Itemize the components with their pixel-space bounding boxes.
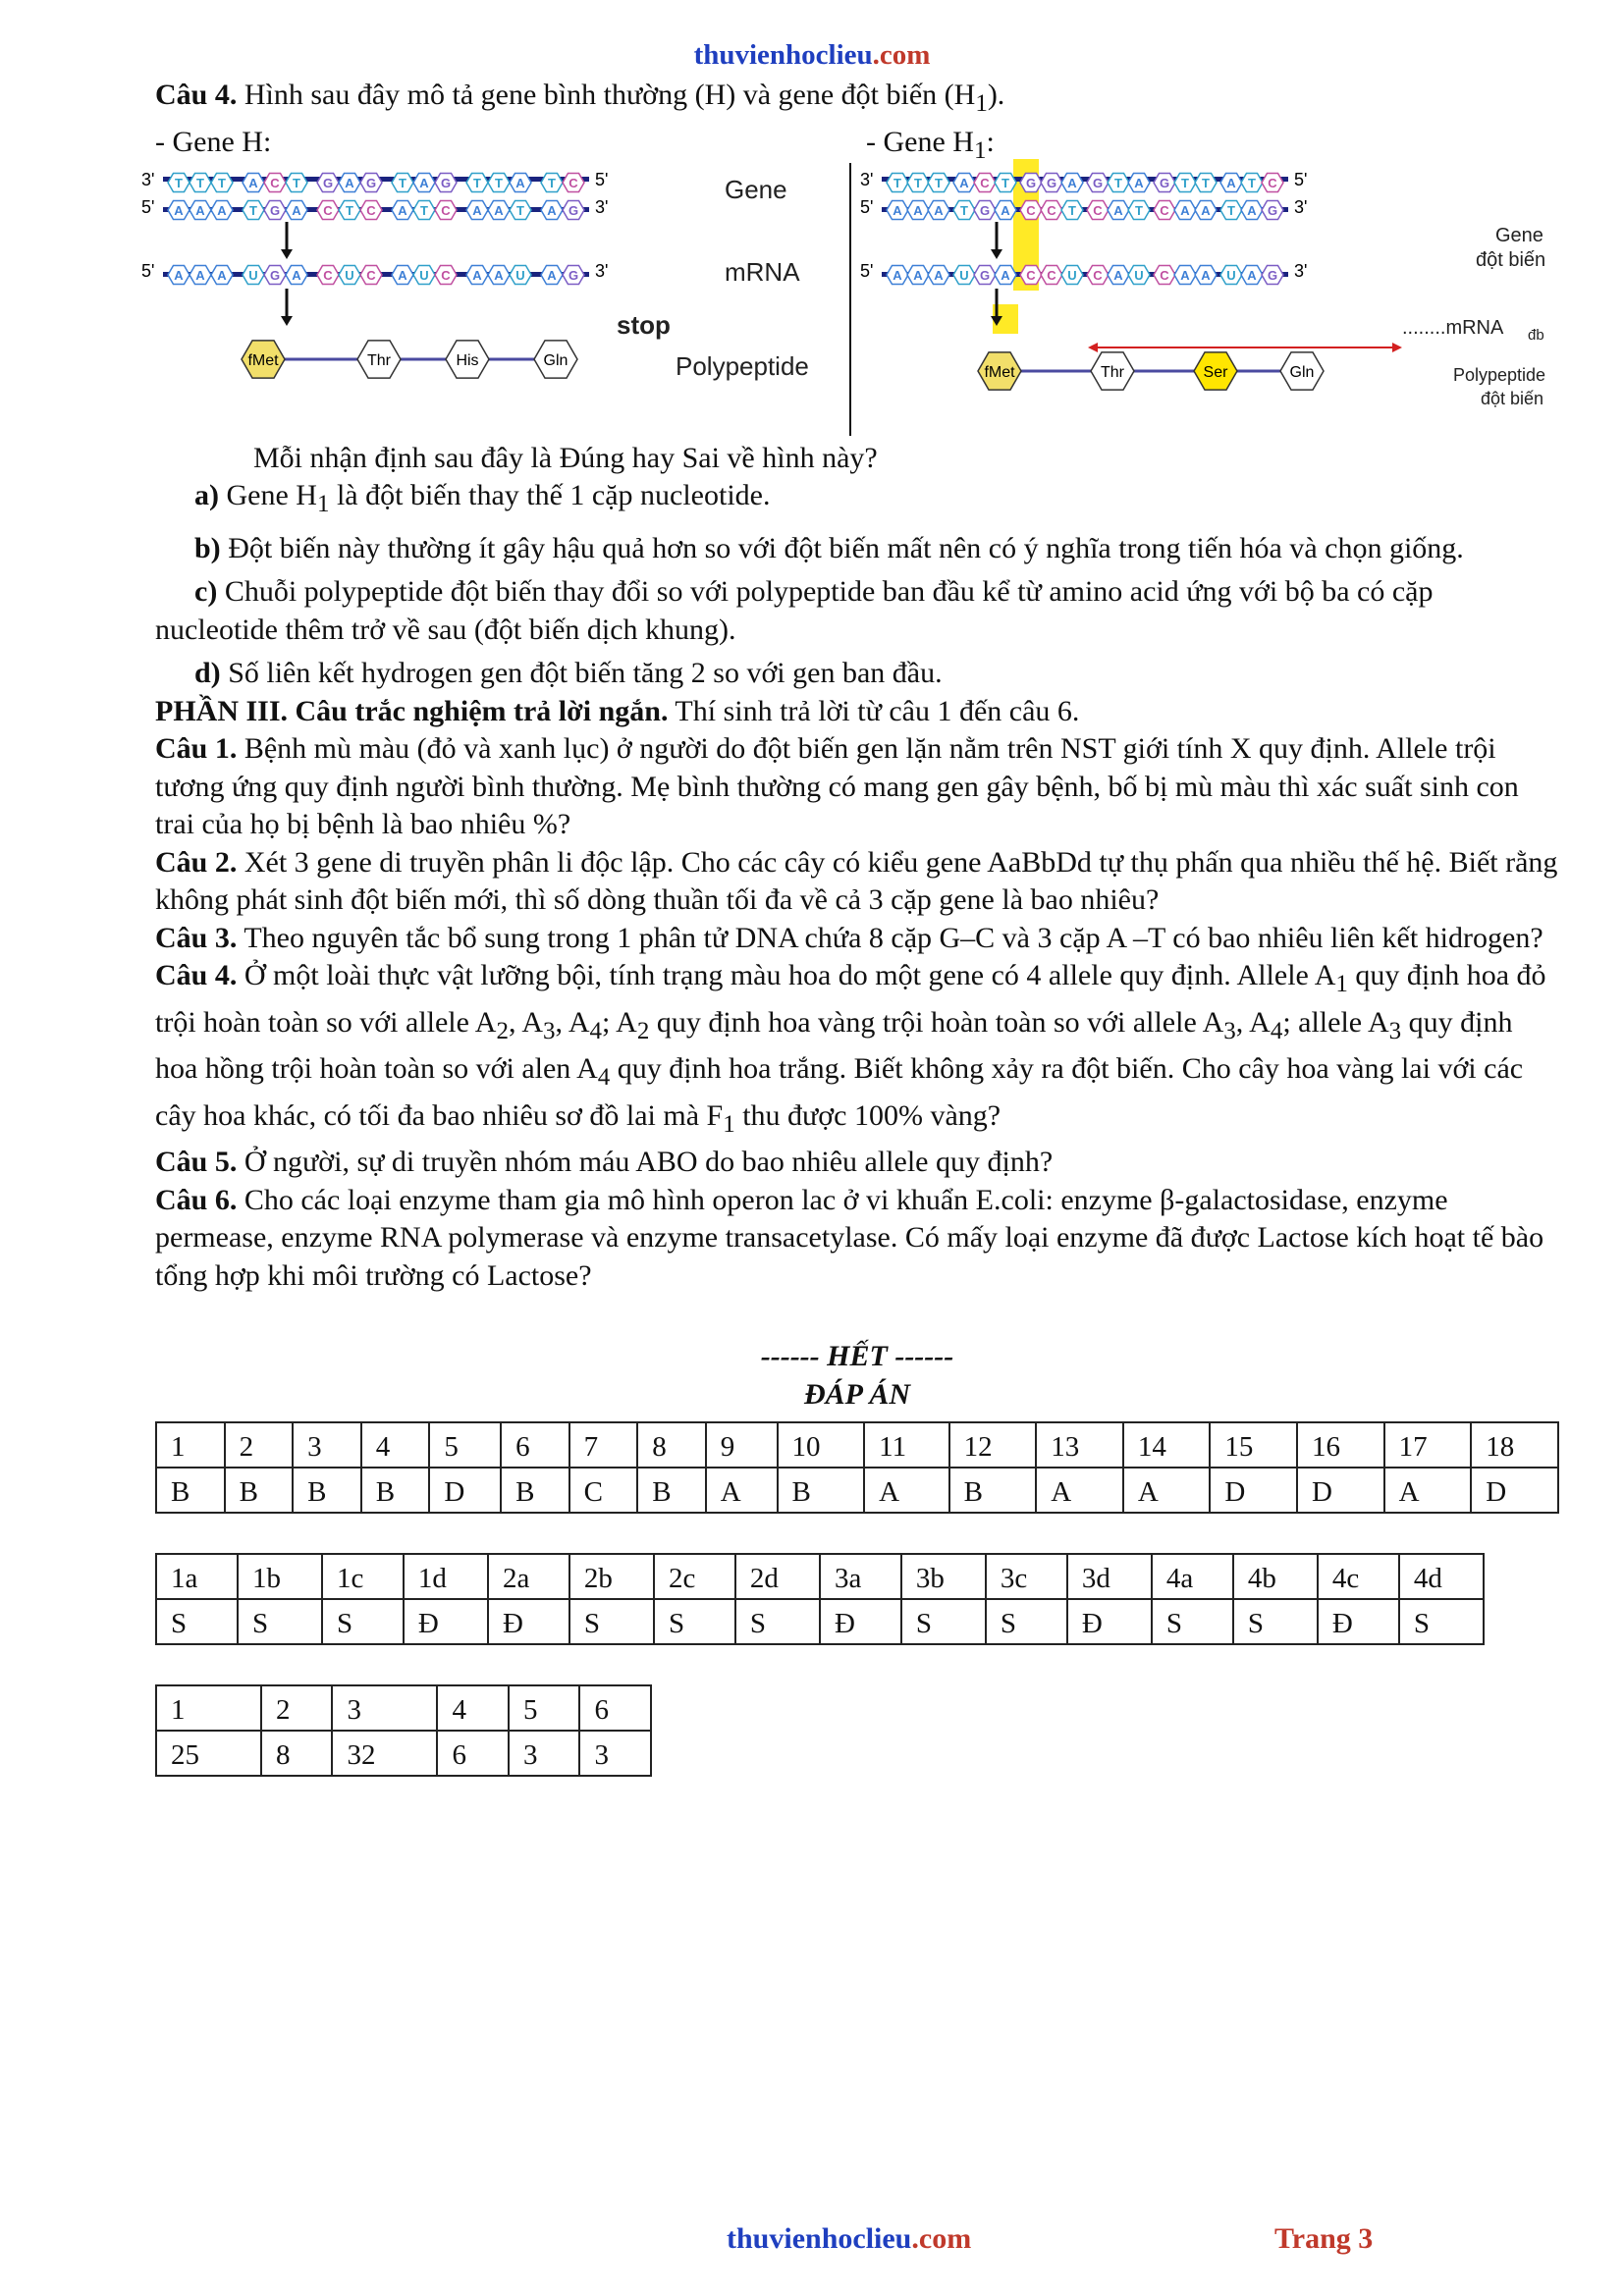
strand-end-label: 5': [1294, 169, 1308, 189]
question-number-cell: 1d: [404, 1554, 488, 1599]
nucleotide-base: A: [292, 267, 301, 283]
nucleotide-base: A: [913, 267, 923, 283]
answer-cell: B: [293, 1468, 361, 1513]
nucleotide-base: T: [1248, 175, 1256, 190]
nucleotide-base: T: [1001, 175, 1009, 190]
nucleotide-base: U: [1067, 267, 1077, 283]
question-number-cell: 18: [1471, 1422, 1558, 1468]
nucleotide-base: A: [934, 267, 944, 283]
nucleotide-base: U: [959, 267, 969, 283]
nucleotide-base: G: [1025, 175, 1037, 190]
answer-cell: S: [1399, 1599, 1484, 1644]
answer-cell: A: [864, 1468, 949, 1513]
nucleotide-base: A: [174, 202, 184, 218]
strand-end-label: 5': [141, 260, 155, 281]
answer-cell: B: [778, 1468, 865, 1513]
table-header-row: [156, 1422, 1558, 1468]
answer-cell: Đ: [1318, 1599, 1399, 1644]
question-number-cell: 3b: [901, 1554, 986, 1599]
table-row: [156, 1599, 1484, 1644]
nucleotide-base: A: [1226, 175, 1236, 190]
arrow-head: [281, 316, 293, 326]
answer-cell: Đ: [404, 1599, 488, 1644]
table-row: [156, 1468, 1558, 1513]
amino-acid-label: fMet: [247, 351, 279, 369]
nucleotide-base: T: [893, 175, 901, 190]
question-number-cell: 14: [1123, 1422, 1211, 1468]
question-number-cell: 1a: [156, 1554, 238, 1599]
nucleotide-base: A: [1180, 267, 1190, 283]
strand-end-label: 3': [595, 196, 609, 217]
strand-end-label: 3': [595, 260, 609, 281]
nucleotide-base: C: [270, 175, 280, 190]
site-tld: .com: [872, 39, 931, 71]
nucleotide-base: G: [979, 267, 991, 283]
answer-cell: B: [361, 1468, 430, 1513]
question-number-cell: 3a: [820, 1554, 901, 1599]
amino-acid-label: fMet: [984, 363, 1015, 381]
part3-heading: PHẦN III. Câu trắc nghiệm trả lời ngắn. Thí sinh trả lời từ câu 1 đến câu 6.: [155, 694, 1080, 727]
answer-cell: B: [156, 1468, 225, 1513]
nucleotide-base: A: [1113, 267, 1123, 283]
nucleotide-base: A: [398, 267, 407, 283]
nucleotide-base: T: [196, 175, 204, 190]
nucleotide-base: A: [494, 202, 504, 218]
answer-cell: S: [654, 1599, 735, 1644]
nucleotide-base: G: [322, 175, 334, 190]
answer-cell: 3: [579, 1731, 651, 1776]
nucleotide-base: A: [248, 175, 258, 190]
nucleotide-base: C: [323, 202, 333, 218]
question-number-cell: 1: [156, 1685, 261, 1731]
amino-acid-label: Ser: [1203, 363, 1228, 381]
amino-acid-label: Thr: [367, 351, 391, 369]
nucleotide-base: A: [217, 202, 227, 218]
nucleotide-base: G: [1092, 175, 1104, 190]
question-number-cell: 4: [361, 1422, 430, 1468]
question-number-cell: 9: [706, 1422, 778, 1468]
table-header-row: [156, 1685, 651, 1731]
nucleotide-base: T: [935, 175, 943, 190]
nucleotide-base: A: [1134, 175, 1144, 190]
nucleotide-base: G: [1159, 175, 1170, 190]
gene-h1-label: - Gene $H_1$:: [866, 125, 995, 164]
nucleotide-base: U: [248, 267, 258, 283]
mutant-polypeptide-label: đột biến: [1481, 388, 1544, 408]
nucleotide-base: A: [1201, 267, 1211, 283]
nucleotide-base: T: [495, 175, 503, 190]
p3-question-3: Câu 3. Theo nguyên tắc bổ sung trong 1 phân tử DNA chứa 8 cặp G–C và 3 cặp A –T có bao nhiêu liên kết hidrogen?: [155, 921, 1543, 954]
nucleotide-base: C: [441, 202, 451, 218]
stop-label: stop: [617, 309, 671, 340]
nucleotide-base: A: [1180, 202, 1190, 218]
nucleotide-base: C: [441, 267, 451, 283]
q4-statement-d: d) Số liên kết hydrogen gen đột biến tăng 2 so với gen ban đầu.: [194, 657, 943, 689]
q4-heading: Câu 4. Hình sau đây mô tả gene bình thường (H) và gene đột biến $(H_1)$.: [155, 79, 1005, 117]
nucleotide-base: A: [547, 267, 557, 283]
nucleotide-base: T: [218, 175, 226, 190]
nucleotide-base: T: [960, 202, 968, 218]
answer-cell: S: [569, 1599, 654, 1644]
nucleotide-base: A: [174, 267, 184, 283]
page-content: [141, 77, 1559, 1777]
amino-acid-label: Thr: [1101, 363, 1124, 381]
question-number-cell: 5: [429, 1422, 501, 1468]
nucleotide-base: G: [269, 202, 281, 218]
table-header-row: [156, 1554, 1484, 1599]
nucleotide-base: C: [323, 267, 333, 283]
site-name: thuvienhoclieu: [693, 39, 873, 71]
p3-question-1: Câu 1. Bệnh mù màu (đỏ và xanh lục) ở người do đột biến gen lặn nằm trên NST giới tính X quy định. Allele trội tương ứng quy định người bình thường. Mẹ bình thường có mang gen gây bệnh, bố bị mù màu thì xác suất sinh con trai của họ bị bệnh là bao nhiêu %?: [155, 732, 1519, 840]
nucleotide-base: A: [1001, 202, 1010, 218]
question-number-cell: 7: [569, 1422, 638, 1468]
nucleotide-base: T: [420, 202, 428, 218]
question-number-cell: 3c: [986, 1554, 1067, 1599]
answer-cell: S: [735, 1599, 820, 1644]
nucleotide-base: A: [893, 267, 902, 283]
question-number-cell: 8: [637, 1422, 706, 1468]
question-number-cell: 15: [1210, 1422, 1297, 1468]
answer-cell: D: [1297, 1468, 1384, 1513]
mutant-mrna-sub: đb: [1528, 326, 1544, 344]
nucleotide-base: U: [515, 267, 525, 283]
question-number-cell: 10: [778, 1422, 865, 1468]
answer-cell: S: [901, 1599, 986, 1644]
question-number-cell: 13: [1036, 1422, 1123, 1468]
answer-cell: D: [1210, 1468, 1297, 1513]
nucleotide-base: G: [440, 175, 452, 190]
mutant-gene-label: Gene: [1495, 224, 1543, 246]
nucleotide-base: A: [1201, 202, 1211, 218]
nucleotide-base: C: [1160, 202, 1169, 218]
header-site[interactable]: [0, 39, 1624, 72]
question-number-cell: 4b: [1233, 1554, 1318, 1599]
end-marker: ------ HẾT ------: [760, 1340, 954, 1372]
question-number-cell: 2c: [654, 1554, 735, 1599]
nucleotide-base: C: [1026, 267, 1036, 283]
nucleotide-base: A: [195, 202, 205, 218]
answer-cell: S: [986, 1599, 1067, 1644]
answer-key-title: ĐÁP ÁN: [803, 1377, 911, 1411]
nucleotide-base: C: [1093, 202, 1103, 218]
answer-cell: A: [1036, 1468, 1123, 1513]
gene-mutation-figure: [141, 124, 1559, 440]
nucleotide-base: T: [914, 175, 922, 190]
polypeptide-label: Polypeptide: [676, 350, 809, 381]
nucleotide-base: T: [1202, 175, 1210, 190]
question-number-cell: 5: [509, 1685, 580, 1731]
nucleotide-base: C: [1047, 267, 1056, 283]
arrow-head: [991, 249, 1002, 259]
answer-table-part1: [155, 1421, 1559, 1514]
question-number-cell: 6: [501, 1422, 569, 1468]
mutant-gene-label: đột biến: [1476, 248, 1546, 271]
nucleotide-base: A: [1247, 202, 1257, 218]
nucleotide-base: T: [1181, 175, 1189, 190]
question-number-cell: 4: [437, 1685, 509, 1731]
answer-cell: 25: [156, 1731, 261, 1776]
amino-acid-label: His: [456, 351, 479, 369]
nucleotide-base: T: [516, 202, 524, 218]
nucleotide-base: A: [494, 267, 504, 283]
answer-cell: S: [1233, 1599, 1318, 1644]
nucleotide-base: C: [1160, 267, 1169, 283]
answer-cell: Đ: [1067, 1599, 1152, 1644]
question-number-cell: 4d: [1399, 1554, 1484, 1599]
answer-cell: 3: [509, 1731, 580, 1776]
answer-cell: A: [1384, 1468, 1472, 1513]
gene-label: Gene: [725, 174, 787, 204]
nucleotide-base: A: [1247, 267, 1257, 283]
nucleotide-base: A: [959, 175, 969, 190]
nucleotide-base: C: [1047, 202, 1056, 218]
nucleotide-base: T: [1227, 202, 1235, 218]
arrow-head: [1088, 343, 1098, 352]
table-row: [156, 1731, 651, 1776]
nucleotide-base: A: [1001, 267, 1010, 283]
answer-cell: B: [225, 1468, 294, 1513]
answer-cell: 8: [261, 1731, 333, 1776]
figure-svg: [141, 124, 1559, 440]
nucleotide-base: U: [1134, 267, 1144, 283]
q4-statement-a: a) Gene $H_1$ là đột biến thay thế 1 cặp nucleotide.: [194, 479, 771, 517]
nucleotide-base: A: [217, 267, 227, 283]
question-number-cell: 12: [949, 1422, 1037, 1468]
nucleotide-base: G: [1267, 202, 1278, 218]
answer-cell: 32: [332, 1731, 437, 1776]
nucleotide-base: A: [292, 202, 301, 218]
question-number-cell: 2: [225, 1422, 294, 1468]
question-number-cell: 3: [332, 1685, 437, 1731]
nucleotide-base: A: [1067, 175, 1077, 190]
nucleotide-base: C: [568, 175, 578, 190]
nucleotide-base: A: [515, 175, 525, 190]
mutant-polypeptide-label: Polypeptide: [1453, 364, 1546, 385]
nucleotide-base: A: [913, 202, 923, 218]
question-number-cell: 3: [293, 1422, 361, 1468]
question-number-cell: 1c: [322, 1554, 404, 1599]
q4-prompt: Mỗi nhận định sau đây là Đúng hay Sai về hình này?: [253, 441, 878, 474]
answer-cell: A: [706, 1468, 778, 1513]
question-number-cell: 2b: [569, 1554, 654, 1599]
nucleotide-base: T: [1135, 202, 1143, 218]
amino-acid-label: Gln: [543, 351, 568, 369]
q4-statement-c: c) Chuỗi polypeptide đột biến thay đổi so với polypeptide ban đầu kể từ amino acid ứng với bộ ba có cặp nucleotide thêm trở về sau (đột biến dịch khung).: [155, 575, 1434, 646]
mrna-label: mRNA: [725, 256, 800, 287]
nucleotide-base: C: [1268, 175, 1277, 190]
nucleotide-base: T: [1068, 202, 1076, 218]
answer-cell: 6: [437, 1731, 509, 1776]
strand-end-label: 3': [860, 169, 874, 189]
nucleotide-base: A: [419, 175, 429, 190]
nucleotide-base: C: [980, 175, 990, 190]
p3-question-2: Câu 2. Xét 3 gene di truyền phân li độc lập. Cho các cây có kiểu gene AaBbDd tự thụ phấn qua nhiều thế hệ. Biết rằng không phát sinh đột biến mới, thì số dòng thuần tối đa về cả 3 cặp gene là bao nhiêu?: [155, 845, 1558, 916]
answer-cell: S: [1152, 1599, 1233, 1644]
strand-end-label: 3': [1294, 196, 1308, 217]
question-number-cell: 16: [1297, 1422, 1384, 1468]
nucleotide-base: C: [366, 202, 376, 218]
answer-table-part3: [155, 1684, 652, 1777]
answer-cell: A: [1123, 1468, 1211, 1513]
question-number-cell: 1b: [238, 1554, 322, 1599]
question-number-cell: 6: [579, 1685, 651, 1731]
nucleotide-base: C: [366, 267, 376, 283]
answer-cell: S: [156, 1599, 238, 1644]
question-number-cell: 1: [156, 1422, 225, 1468]
nucleotide-base: U: [1226, 267, 1236, 283]
nucleotide-base: C: [1093, 267, 1103, 283]
nucleotide-base: U: [419, 267, 429, 283]
q4-statement-b: b) Đột biến này thường ít gây hậu quả hơn so với đột biến mất nên có ý nghĩa trong tiến hóa và chọn giống.: [194, 531, 1464, 564]
footer-site[interactable]: thuvienhoclieu.com: [727, 2222, 972, 2255]
question-number-cell: 2a: [488, 1554, 569, 1599]
answer-cell: C: [569, 1468, 638, 1513]
question-number-cell: 3d: [1067, 1554, 1152, 1599]
nucleotide-base: G: [568, 202, 579, 218]
nucleotide-base: C: [1026, 202, 1036, 218]
answer-cell: B: [637, 1468, 706, 1513]
question-number-cell: 2: [261, 1685, 333, 1731]
nucleotide-base: T: [548, 175, 556, 190]
nucleotide-base: G: [568, 267, 579, 283]
arrow-head: [1392, 343, 1402, 352]
answer-cell: B: [501, 1468, 569, 1513]
nucleotide-base: A: [345, 175, 354, 190]
page-number: Trang 3: [1274, 2222, 1374, 2255]
nucleotide-base: T: [1114, 175, 1122, 190]
answer-cell: B: [949, 1468, 1037, 1513]
p3-question-5: Câu 5. Ở người, sự di truyền nhóm máu ABO do bao nhiêu allele quy định?: [155, 1146, 1054, 1178]
strand-end-label: 5': [860, 196, 874, 217]
answer-cell: D: [1471, 1468, 1558, 1513]
answer-cell: D: [429, 1468, 501, 1513]
amino-acid-label: Gln: [1289, 363, 1315, 381]
strand-end-label: 5': [860, 260, 874, 281]
nucleotide-base: G: [269, 267, 281, 283]
question-number-cell: 4a: [1152, 1554, 1233, 1599]
answer-cell: Đ: [820, 1599, 901, 1644]
nucleotide-base: A: [1113, 202, 1123, 218]
question-number-cell: 11: [864, 1422, 949, 1468]
nucleotide-base: A: [934, 202, 944, 218]
nucleotide-base: A: [472, 202, 482, 218]
arrow-head: [281, 249, 293, 259]
question-number-cell: 2d: [735, 1554, 820, 1599]
nucleotide-base: A: [398, 202, 407, 218]
nucleotide-base: T: [293, 175, 300, 190]
nucleotide-base: G: [979, 202, 991, 218]
nucleotide-base: A: [195, 267, 205, 283]
mutant-mrna-label: ........mRNA: [1402, 316, 1504, 339]
nucleotide-base: T: [346, 202, 353, 218]
question-number-cell: 17: [1384, 1422, 1472, 1468]
nucleotide-base: A: [472, 267, 482, 283]
gene-h-label: - Gene H:: [155, 125, 272, 158]
answer-table-part2: [155, 1553, 1485, 1645]
strand-end-label: 5': [595, 169, 609, 189]
nucleotide-base: G: [365, 175, 377, 190]
strand-end-label: 3': [1294, 260, 1308, 281]
nucleotide-base: A: [547, 202, 557, 218]
strand-end-label: 3': [141, 169, 155, 189]
answer-cell: Đ: [488, 1599, 569, 1644]
nucleotide-base: G: [1046, 175, 1057, 190]
nucleotide-base: A: [893, 202, 902, 218]
nucleotide-base: T: [249, 202, 257, 218]
strand-end-label: 5': [141, 196, 155, 217]
p3-question-6: Câu 6. Cho các loại enzyme tham gia mô hình operon lac ở vi khuẩn E.coli: enzyme β-galactosidase, enzyme permease, enzyme RNA polymerase và enzyme transacetylase. Có mấy loại enzyme đã được Lactose kích hoạt tế bào tổng hợp khi môi trường có Lactose?: [155, 1183, 1544, 1292]
nucleotide-base: G: [1267, 267, 1278, 283]
answer-cell: S: [322, 1599, 404, 1644]
answer-cell: S: [238, 1599, 322, 1644]
nucleotide-base: T: [399, 175, 406, 190]
nucleotide-base: U: [345, 267, 354, 283]
question-number-cell: 4c: [1318, 1554, 1399, 1599]
p3-question-4: Câu 4. Ở một loài thực vật lưỡng bội, tính trạng màu hoa do một gene có 4 allele quy định. Allele $A_1$ quy định hoa đỏ trội hoàn toàn so với allele $A_2$, $A_3$, $A_4$; $A_2$ quy định hoa vàng trội hoàn toàn so với allele $A_3$, $A_4$; allele $A_3$ quy định hoa hồng trội hoàn toàn so với alen $A_4$ quy định hoa trắng. Biết không xảy ra đột biến. Cho cây hoa vàng lai với các cây hoa khác, có tối đa bao nhiêu sơ đồ lai mà $F_1$ thu được 100% vàng?: [155, 959, 1546, 1138]
nucleotide-base: T: [473, 175, 481, 190]
nucleotide-base: T: [175, 175, 183, 190]
